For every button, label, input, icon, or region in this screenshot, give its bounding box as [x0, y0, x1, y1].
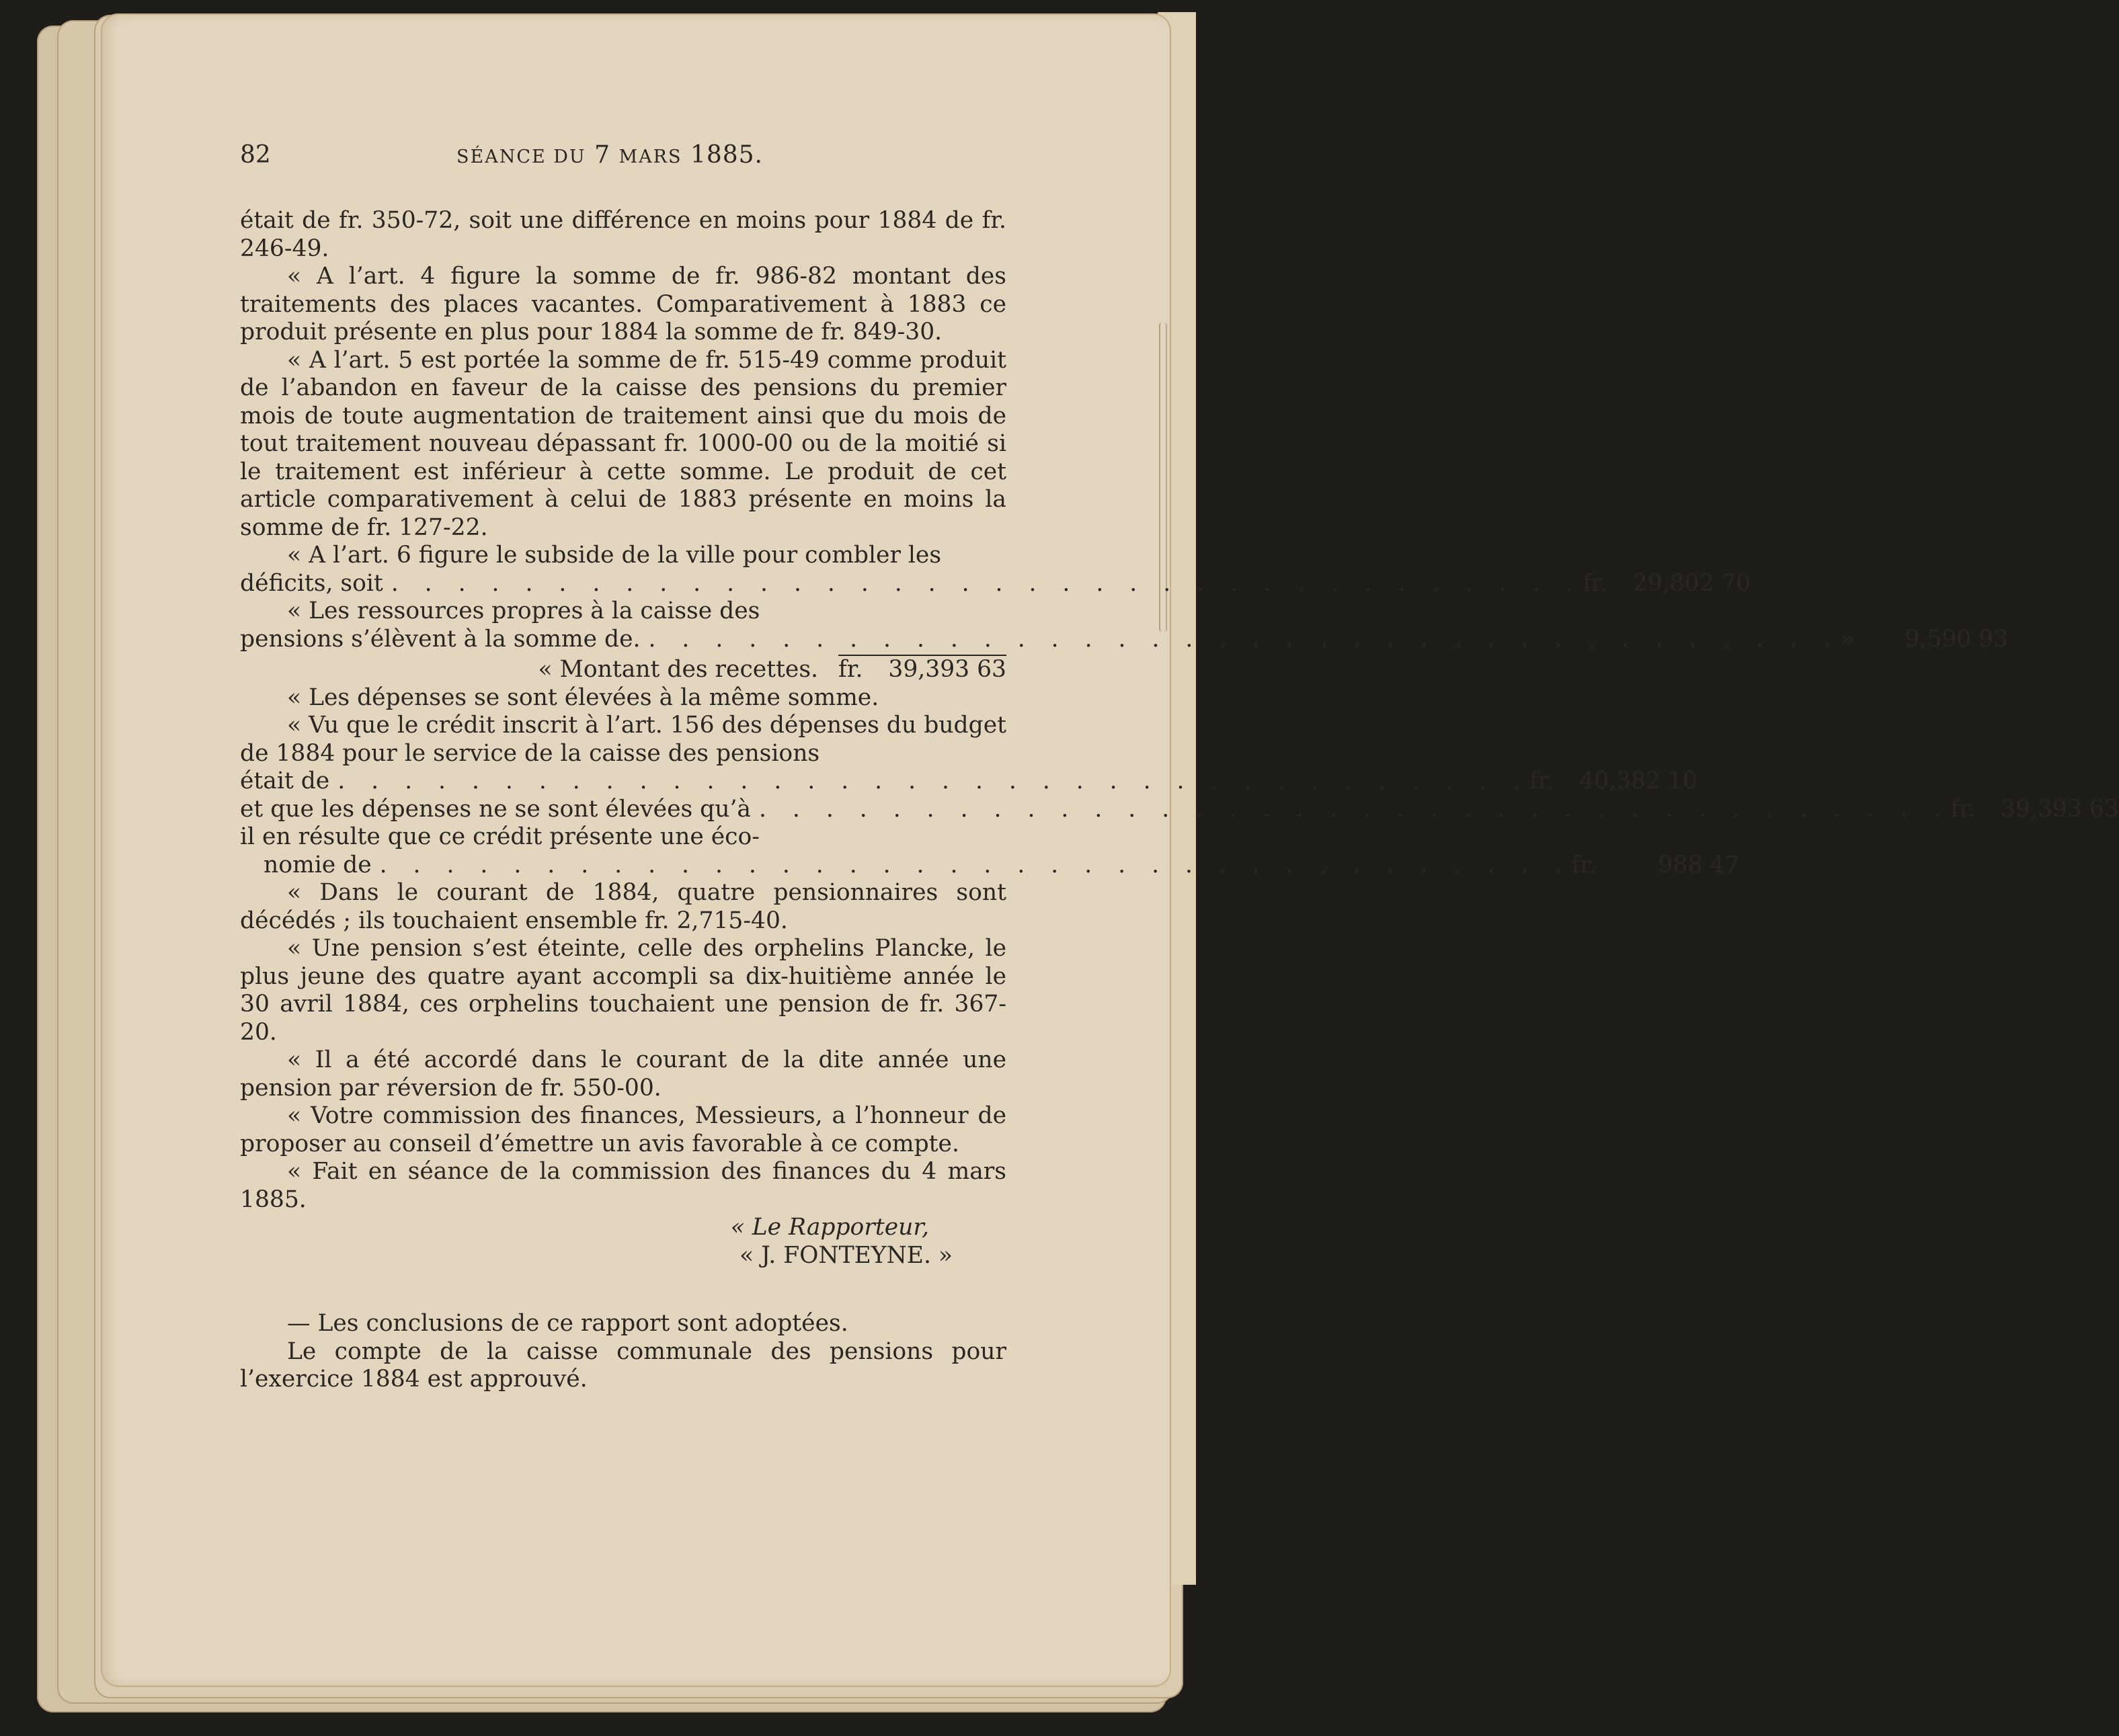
leader-dots: . . . . . . . . . . . . . . . . . . . . . . . . . . . . . . . . . . . . — [379, 851, 1572, 878]
account-line-credit: était de . . . . . . . . . . . . . . . . . . . . . . . . . . . . . . . . . . . . fr. 40,382 10 — [240, 768, 1697, 794]
paragraph: était de fr. 350-72, soit une différence en moins pour 1884 de fr. 246-49. — [240, 207, 1006, 262]
paragraph: « Les ressources propres à la caisse des — [287, 597, 760, 624]
paragraph: « A l’art. 5 est portée la somme de fr. 515-49 comme produit de l’abandon en faveur de la caisse des pensions du premier mois de toute augmentation de traitement ainsi que du mois de tout traitement nouveau dépassant fr. 1000-00 ou de la moitié si le traitement est inférieur à cette somme. Le produit de cet article comparativement à celui de 1883 présente en moins la somme de fr. 127-22. — [240, 346, 1006, 541]
leader-dots: . . . . . . . . . . . . . . . . . . . . . . . . . . . . . . . . . . . . — [391, 569, 1583, 597]
resolution-line: Le compte de la caisse communale des pensions pour l’exercice 1884 est approuvé. — [240, 1337, 1006, 1393]
account-line-receipts-total: « Montant des recettes. fr. 39,393 63 — [538, 656, 1006, 683]
paragraph: « Vu que le crédit inscrit à l’art. 156 des dépenses du budget de 1884 pour le service de la caisse des pensions — [240, 712, 1006, 767]
account-line-subsidy: déficits, soit . . . . . . . . . . . . . . . . . . . . . . . . . . . . . . . . . . . . fr. 29,802 70 — [240, 569, 1751, 597]
paragraph: « A l’art. 4 figure la somme de fr. 986-82 montant des traitements des places vacantes. Comparativement à 1883 ce produit présente en plus pour 1884 la somme de fr. 849-30. — [240, 263, 1006, 345]
paragraph: « Dans le courant de 1884, quatre pensionnaires sont décédés ; ils touchaient ensemble fr. 2,715-40. — [240, 879, 1006, 934]
account-line-spent: et que les dépenses ne se sont élevées qu’à . . . . . . . . . . . . . . . . . . . . . . . . . . . . . . . . . . . . fr. 39,393 63 — [240, 795, 2119, 823]
running-header — [240, 141, 1006, 175]
resolution-line: — Les conclusions de ce rapport sont adoptées. — [287, 1310, 848, 1337]
page-number: 82 — [240, 141, 271, 169]
signature-name: « J. FONTEYNE. » — [739, 1241, 953, 1269]
leader-dots: . . . . . . . . . . . . . . . . . . . . . . . . . . . . . . . . . . . . — [337, 768, 1529, 794]
paragraph: « Une pension s’est éteinte, celle des orphelins Plancke, le plus jeune des quatre ayant accompli sa dix-huitième année le 30 avril 1884, ces orphelins touchaient une pension de fr. 367-20. — [240, 935, 1006, 1046]
paragraph: « Votre commission des finances, Messieurs, a l’honneur de proposer au conseil d’émettre un avis favorable à ce compte. — [240, 1102, 1006, 1157]
paragraph: « Les dépenses se sont élevées à la même somme. — [287, 684, 879, 711]
paragraph: « Il a été accordé dans le courant de la dite année une pension par réversion de fr. 550-00. — [240, 1046, 1006, 1102]
leader-dots: . . . . . . . . . . . . . . . . . . . . . . . . . . . . . . . . . . . . — [759, 795, 1951, 823]
account-line-own-resources: pensions s’élèvent à la somme de. . . . . . . . . . . . . . . . . . . . . . . . . . . . . . . . . . . . . » 9,590 93 — [240, 625, 2009, 653]
paragraph: « Fait en séance de la commission des finances du 4 mars 1885. — [240, 1158, 1006, 1213]
signature-role: « Le Rapporteur, — [730, 1214, 929, 1241]
paragraph: il en résulte que ce crédit présente une éco- — [240, 823, 760, 850]
running-title: SÉANCE DU 7 MARS 1885. — [456, 141, 763, 169]
account-line-saving: nomie de . . . . . . . . . . . . . . . . . . . . . . . . . . . . . . . . . . . . fr. 988 47 — [264, 851, 1740, 878]
paragraph: « A l’art. 6 figure le subside de la ville pour combler les — [287, 542, 942, 569]
leader-dots: . . . . . . . . . . . . . . . . . . . . . . . . . . . . . . . . . . . . — [648, 625, 1841, 653]
page-text — [240, 141, 2119, 1394]
